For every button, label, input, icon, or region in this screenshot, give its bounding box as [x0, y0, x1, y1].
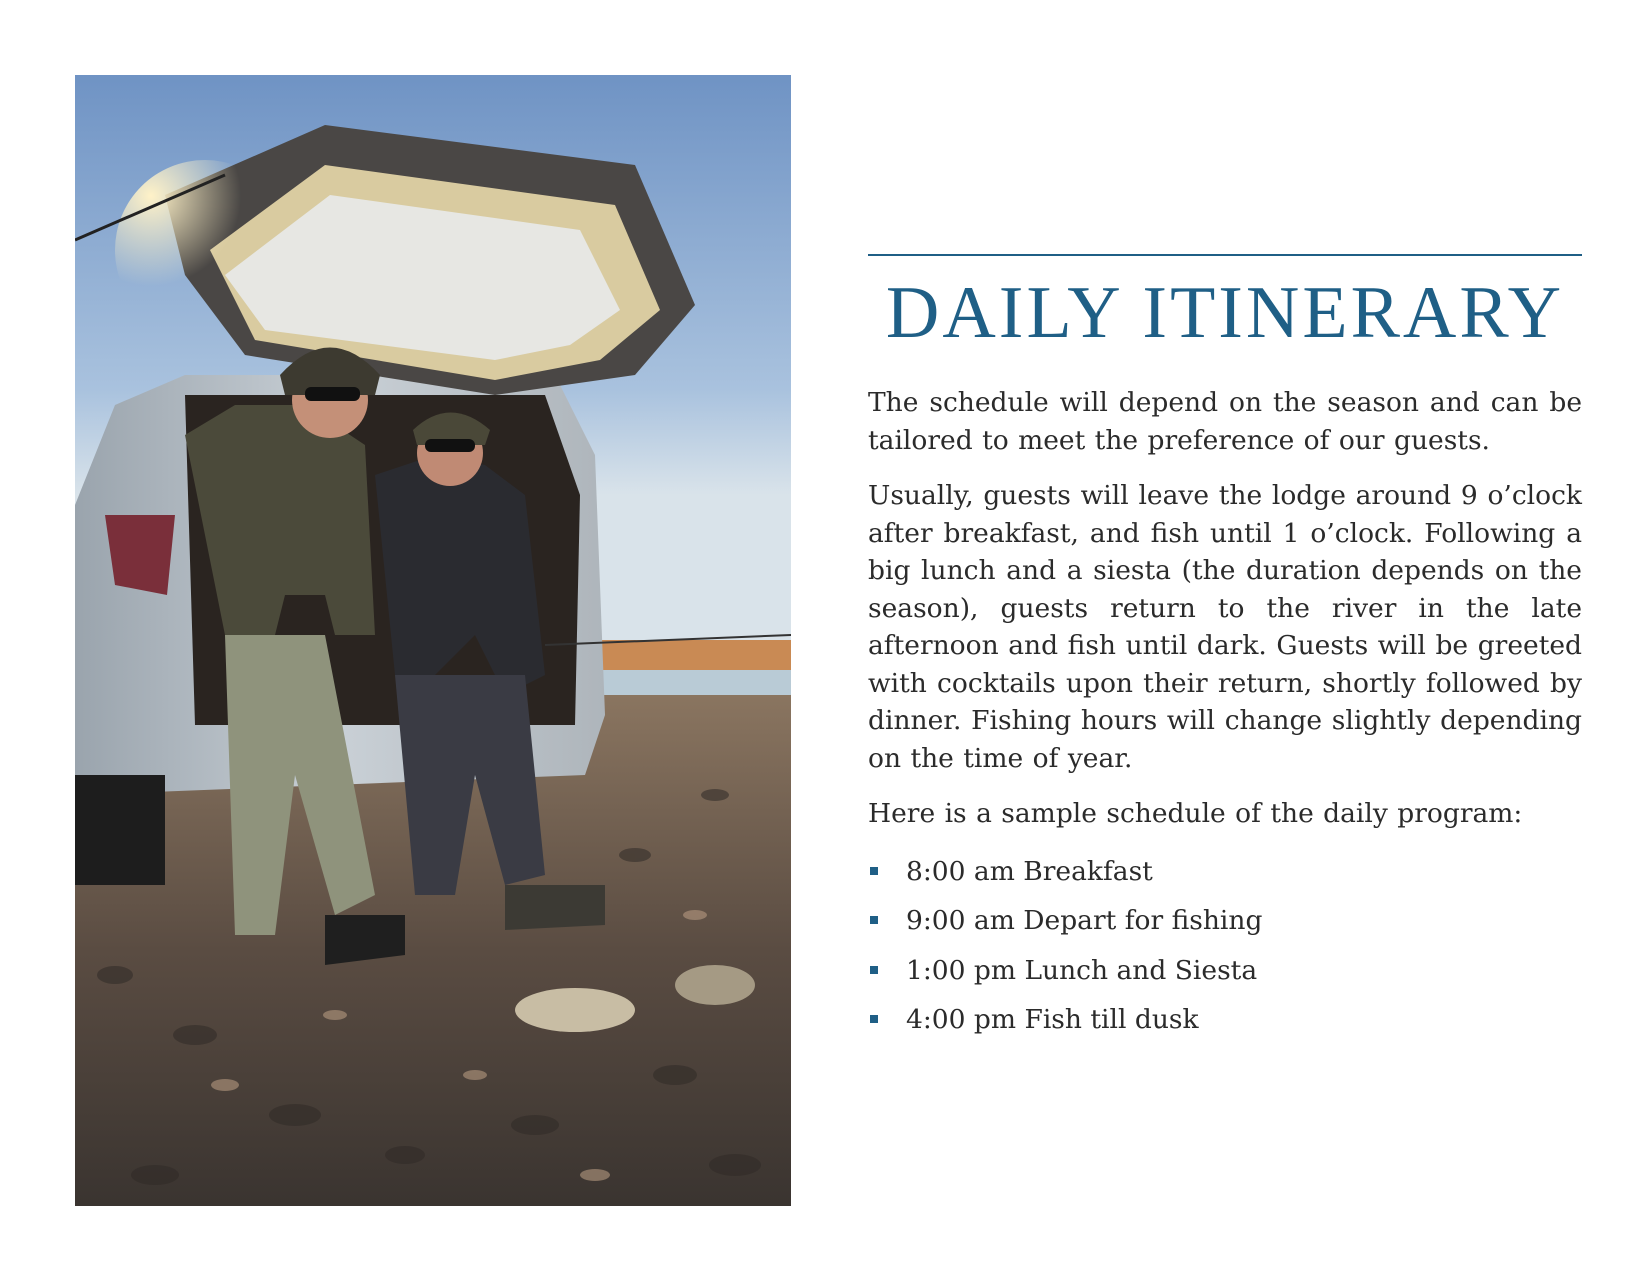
list-item	[868, 1001, 1582, 1039]
square-bullet-icon	[870, 867, 878, 875]
anglers-photo-illustration	[75, 75, 791, 1206]
list-item	[868, 952, 1582, 990]
schedule-item-text: 8:00 am Breakfast	[906, 855, 1153, 887]
schedule-item-text: 1:00 pm Lunch and Siesta	[906, 954, 1258, 986]
anglers-photo	[75, 75, 791, 1206]
details-paragraph: Usually, guests will leave the lodge around 9 o’clock after breakfast, and fish until 1 o’clock. Following a big lunch and a siesta (the duration depends on the season), guests return to the river in the late afternoon and fish until dark. Guests will be greeted with cocktails upon their return, shortly followed by dinner. Fishing hours will change slightly depending on the time of year.	[868, 480, 1582, 774]
itinerary-section	[868, 254, 1582, 1051]
square-bullet-icon	[870, 1015, 878, 1023]
schedule-intro: Here is a sample schedule of the daily program:	[868, 798, 1523, 829]
list-item	[868, 902, 1582, 940]
schedule-item-text: 4:00 pm Fish till dusk	[906, 1004, 1199, 1035]
schedule-item-text: 9:00 am Depart for fishing	[906, 905, 1263, 936]
page-title: DAILY ITINERARY	[885, 272, 1565, 354]
list-item	[868, 853, 1582, 891]
title-divider	[868, 254, 1582, 256]
square-bullet-icon	[870, 916, 878, 924]
intro-paragraph: The schedule will depend on the season and can be tailored to meet the preference of our guests.	[868, 387, 1582, 456]
schedule-list	[868, 853, 1582, 1039]
square-bullet-icon	[870, 966, 878, 974]
